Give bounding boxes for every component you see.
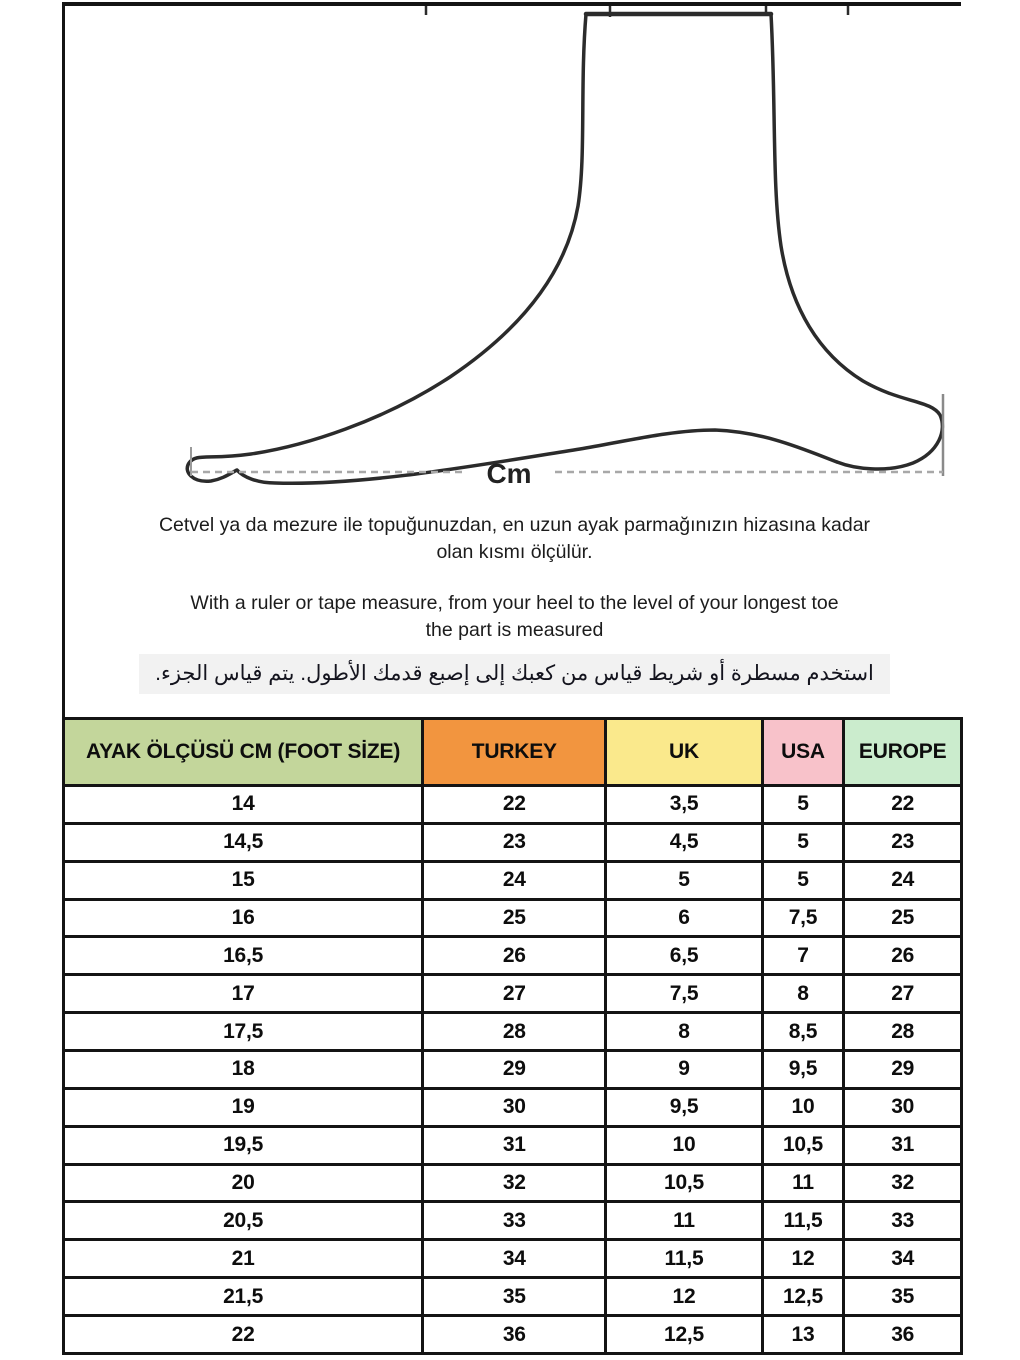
size-cell: 28: [423, 1013, 606, 1051]
size-cell: 32: [844, 1164, 962, 1202]
size-cell: 12: [606, 1278, 762, 1316]
size-cell: 12,5: [762, 1278, 844, 1316]
size-cell: 13: [762, 1316, 844, 1354]
header-turkey: TURKEY: [423, 719, 606, 786]
instruction-english-line2: the part is measured: [425, 619, 604, 641]
size-cell: 26: [423, 937, 606, 975]
instruction-english-line1: With a ruler or tape measure, from your heel to the level of your longest toe: [190, 592, 839, 614]
size-cell: 34: [423, 1240, 606, 1278]
size-cell: 25: [844, 899, 962, 937]
size-cell: 29: [844, 1051, 962, 1089]
size-cell: 5: [762, 786, 844, 824]
instruction-arabic-band: [65, 654, 964, 694]
header-row: [64, 719, 962, 786]
size-table-header: [64, 719, 962, 786]
size-cell: 4,5: [606, 823, 762, 861]
instruction-turkish-line1: Cetvel ya da mezure ile topuğunuzdan, en uzun ayak parmağınızın hizasına kadar: [158, 514, 871, 536]
size-cell: 8: [762, 975, 844, 1013]
table-row: [64, 861, 962, 899]
size-cell: 10: [606, 1126, 762, 1164]
size-cell: 27: [423, 975, 606, 1013]
size-cell: 11: [762, 1164, 844, 1202]
instruction-english: [65, 590, 964, 644]
header-uk: UK: [606, 719, 762, 786]
table-row: [64, 786, 962, 824]
size-cell: 28: [844, 1013, 962, 1051]
size-cell: 17,5: [64, 1013, 423, 1051]
header-foot-size-cm: AYAK ÖLÇÜSÜ CM (FOOT SİZE): [64, 719, 423, 786]
header-europe: EUROPE: [844, 719, 962, 786]
table-row: [64, 1164, 962, 1202]
instruction-turkish-line2: olan kısmı ölçülür.: [436, 541, 593, 563]
size-cell: 14,5: [64, 823, 423, 861]
size-cell: 7,5: [606, 975, 762, 1013]
table-row: [64, 1240, 962, 1278]
size-cell: 9: [606, 1051, 762, 1089]
size-cell: 36: [844, 1316, 962, 1354]
size-cell: 20: [64, 1164, 423, 1202]
size-cell: 25: [423, 899, 606, 937]
table-row: [64, 1088, 962, 1126]
size-cell: 7,5: [762, 899, 844, 937]
size-cell: 14: [64, 786, 423, 824]
size-cell: 23: [844, 823, 962, 861]
size-cell: 21,5: [64, 1278, 423, 1316]
size-cell: 12,5: [606, 1316, 762, 1354]
instruction-arabic: استخدم مسطرة أو شريط قياس من كعبك إلى إصبع قدمك الأطول. يتم قياس الجزء.: [139, 654, 890, 694]
size-cell: 19: [64, 1088, 423, 1126]
size-cell: 10,5: [762, 1126, 844, 1164]
foot-diagram: [65, 6, 964, 496]
table-row: [64, 823, 962, 861]
size-cell: 26: [844, 937, 962, 975]
size-cell: 34: [844, 1240, 962, 1278]
table-row: [64, 1126, 962, 1164]
size-conversion-table: [62, 717, 963, 1355]
size-cell: 10,5: [606, 1164, 762, 1202]
table-row: [64, 1202, 962, 1240]
size-cell: 3,5: [606, 786, 762, 824]
table-row: [64, 1051, 962, 1089]
table-row: [64, 1316, 962, 1354]
size-cell: 31: [423, 1126, 606, 1164]
size-cell: 6,5: [606, 937, 762, 975]
size-cell: 19,5: [64, 1126, 423, 1164]
size-cell: 33: [423, 1202, 606, 1240]
size-cell: 5: [762, 861, 844, 899]
size-cell: 24: [423, 861, 606, 899]
size-cell: 22: [844, 786, 962, 824]
size-cell: 11: [606, 1202, 762, 1240]
measurement-illustration-panel: [62, 2, 961, 717]
header-usa: USA: [762, 719, 844, 786]
size-cell: 9,5: [606, 1088, 762, 1126]
size-cell: 35: [844, 1278, 962, 1316]
size-cell: 20,5: [64, 1202, 423, 1240]
size-cell: 21: [64, 1240, 423, 1278]
size-cell: 35: [423, 1278, 606, 1316]
size-cell: 8,5: [762, 1013, 844, 1051]
size-cell: 11,5: [606, 1240, 762, 1278]
table-row: [64, 1013, 962, 1051]
size-cell: 33: [844, 1202, 962, 1240]
size-cell: 23: [423, 823, 606, 861]
size-cell: 15: [64, 861, 423, 899]
size-cell: 31: [844, 1126, 962, 1164]
size-cell: 9,5: [762, 1051, 844, 1089]
size-cell: 7: [762, 937, 844, 975]
table-row: [64, 975, 962, 1013]
size-cell: 16,5: [64, 937, 423, 975]
size-cell: 6: [606, 899, 762, 937]
size-cell: 32: [423, 1164, 606, 1202]
size-cell: 12: [762, 1240, 844, 1278]
size-cell: 30: [423, 1088, 606, 1126]
instruction-turkish: [65, 512, 964, 566]
size-cell: 24: [844, 861, 962, 899]
size-table-body: [64, 786, 962, 1354]
size-cell: 5: [762, 823, 844, 861]
size-cell: 22: [423, 786, 606, 824]
size-cell: 30: [844, 1088, 962, 1126]
table-row: [64, 937, 962, 975]
table-row: [64, 1278, 962, 1316]
table-row: [64, 899, 962, 937]
size-cell: 5: [606, 861, 762, 899]
size-cell: 18: [64, 1051, 423, 1089]
size-cell: 11,5: [762, 1202, 844, 1240]
foot-outline: [187, 14, 942, 483]
size-cell: 22: [64, 1316, 423, 1354]
size-cell: 27: [844, 975, 962, 1013]
size-cell: 36: [423, 1316, 606, 1354]
size-cell: 10: [762, 1088, 844, 1126]
size-cell: 29: [423, 1051, 606, 1089]
size-cell: 8: [606, 1013, 762, 1051]
cm-label: Cm: [486, 458, 532, 489]
size-cell: 16: [64, 899, 423, 937]
size-cell: 17: [64, 975, 423, 1013]
